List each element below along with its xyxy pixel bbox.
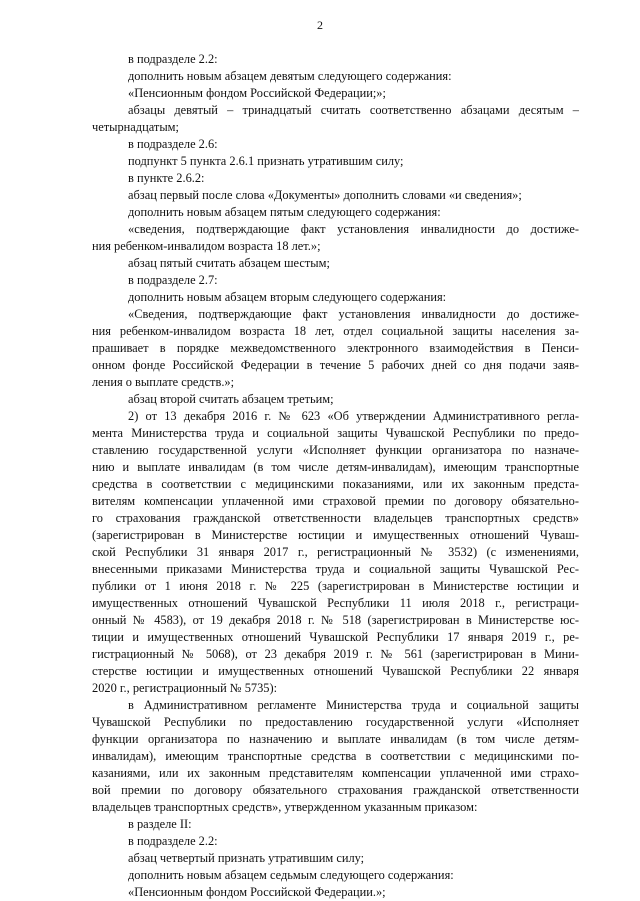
text-line: казаниями, или их законным представителям компенсации уплаченной ими страхо- xyxy=(92,766,579,780)
text-line: инвалидам), имеющим транспортные средства в соответствии с медицинскими по- xyxy=(92,749,579,763)
text-line: ния ребенком-инвалидом возраста 18 лет.»; xyxy=(92,239,321,253)
text-line: дополнить новым абзацем девятым следующего содержания: xyxy=(128,69,452,83)
text-line: в подразделе 2.2: xyxy=(128,834,218,848)
text-line: имущественных отношений Чувашской Республики 11 июля 2018 г., регистраци- xyxy=(92,596,579,610)
text-line: функции организатора по назначению и выплате инвалидам (в том числе детям- xyxy=(92,732,579,746)
text-line: 2) от 13 декабря 2016 г. № 623 «Об утверждении Административного регла- xyxy=(128,409,579,423)
text-line: ставлению государственной услуги «Исполняет функции организатора по назначе- xyxy=(92,443,579,457)
text-line: вителям компенсации уплаченной ими страховой премии по договору обязательно- xyxy=(92,494,579,508)
text-line: «Пенсионным фондом Российской Федерации.»; xyxy=(128,885,386,899)
text-line: онном фонде Российской Федерации в течение 5 рабочих дней со дня подачи заяв- xyxy=(92,358,579,372)
text-line: го страхования гражданской ответственности владельцев транспортных средств» xyxy=(92,511,579,525)
text-line: ской Республики 31 января 2017 г., регистрационный № 3532) (с изменениями, xyxy=(92,545,579,559)
text-line: Чувашской Республики по предоставлению государственной услуги «Исполняет xyxy=(92,715,579,729)
text-line: в подразделе 2.6: xyxy=(128,137,218,151)
text-line: абзац пятый считать абзацем шестым; xyxy=(128,256,330,270)
text-line: «Сведения, подтверждающие факт установления инвалидности до достиже- xyxy=(128,307,579,321)
text-line: дополнить новым абзацем седьмым следующего содержания: xyxy=(128,868,454,882)
text-line: дополнить новым абзацем пятым следующего содержания: xyxy=(128,205,441,219)
text-line: абзац второй считать абзацем третьим; xyxy=(128,392,334,406)
text-line: средства в соответствии с медицинскими показаниями, или их законным предста- xyxy=(92,477,579,491)
text-line: прашивает в порядке межведомственного электронного взаимодействия в Пенси- xyxy=(92,341,579,355)
text-line: абзац первый после слова «Документы» дополнить словами «и сведения»; xyxy=(128,188,522,202)
text-line: 2020 г., регистрационный № 5735): xyxy=(92,681,278,695)
text-line: в подразделе 2.2: xyxy=(128,52,218,66)
text-line: ления о выплате средств.»; xyxy=(92,375,235,389)
text-line: в разделе II: xyxy=(128,817,192,831)
page-number: 2 xyxy=(317,18,323,32)
text-line: дополнить новым абзацем вторым следующего содержания: xyxy=(128,290,447,304)
text-line: мента Министерства труда и социальной защиты Чувашской Республики по предо- xyxy=(92,426,579,440)
text-line: онный № 4583), от 19 декабря 2018 г. № 518 (зарегистрирован в Министерстве юс- xyxy=(92,613,579,627)
text-line: гистрационный № 5068), от 23 декабря 2019 г. № 561 (зарегистрирован в Мини- xyxy=(92,647,579,661)
text-line: «Пенсионным фондом Российской Федерации;»; xyxy=(128,86,386,100)
text-line: в пункте 2.6.2: xyxy=(128,171,205,185)
text-line: публики от 1 июня 2018 г. № 225 (зарегистрирован в Министерстве юстиции и xyxy=(92,579,579,593)
text-line: абзацы девятый – тринадцатый считать соответственно абзацами десятым – xyxy=(128,103,579,117)
text-line: «сведения, подтверждающие факт установления инвалидности до достиже- xyxy=(128,222,579,236)
text-line: в подразделе 2.7: xyxy=(128,273,218,287)
text-line: в Административном регламенте Министерства труда и социальной защиты xyxy=(128,698,579,712)
text-line: ния ребенком-инвалидом возраста 18 лет, отдел социальной защиты населения за- xyxy=(92,324,579,338)
text-line: подпункт 5 пункта 2.6.1 признать утратившим силу; xyxy=(128,154,404,168)
text-line: стерстве юстиции и имущественных отношений Чувашской Республики 22 января xyxy=(92,664,579,678)
text-line: вой премии по договору обязательного страхования гражданской ответственности xyxy=(92,783,579,797)
text-line: абзац четвертый признать утратившим силу; xyxy=(128,851,365,865)
text-line: нию и выплате инвалидам (в том числе детям-инвалидам), имеющим транспортные xyxy=(92,460,579,474)
text-line: тиции и имущественных отношений Чувашской Республики 17 января 2019 г., ре- xyxy=(92,630,579,644)
text-line: (зарегистрирован в Министерстве юстиции и имущественных отношений Чуваш- xyxy=(92,528,579,542)
document-body xyxy=(92,51,579,901)
text-line: четырнадцатым; xyxy=(92,120,179,134)
text-line: владельцев транспортных средств», утвержденном указанным приказом: xyxy=(92,800,478,814)
text-line: внесенными приказами Министерства труда и социальной защиты Чувашской Рес- xyxy=(92,562,579,576)
